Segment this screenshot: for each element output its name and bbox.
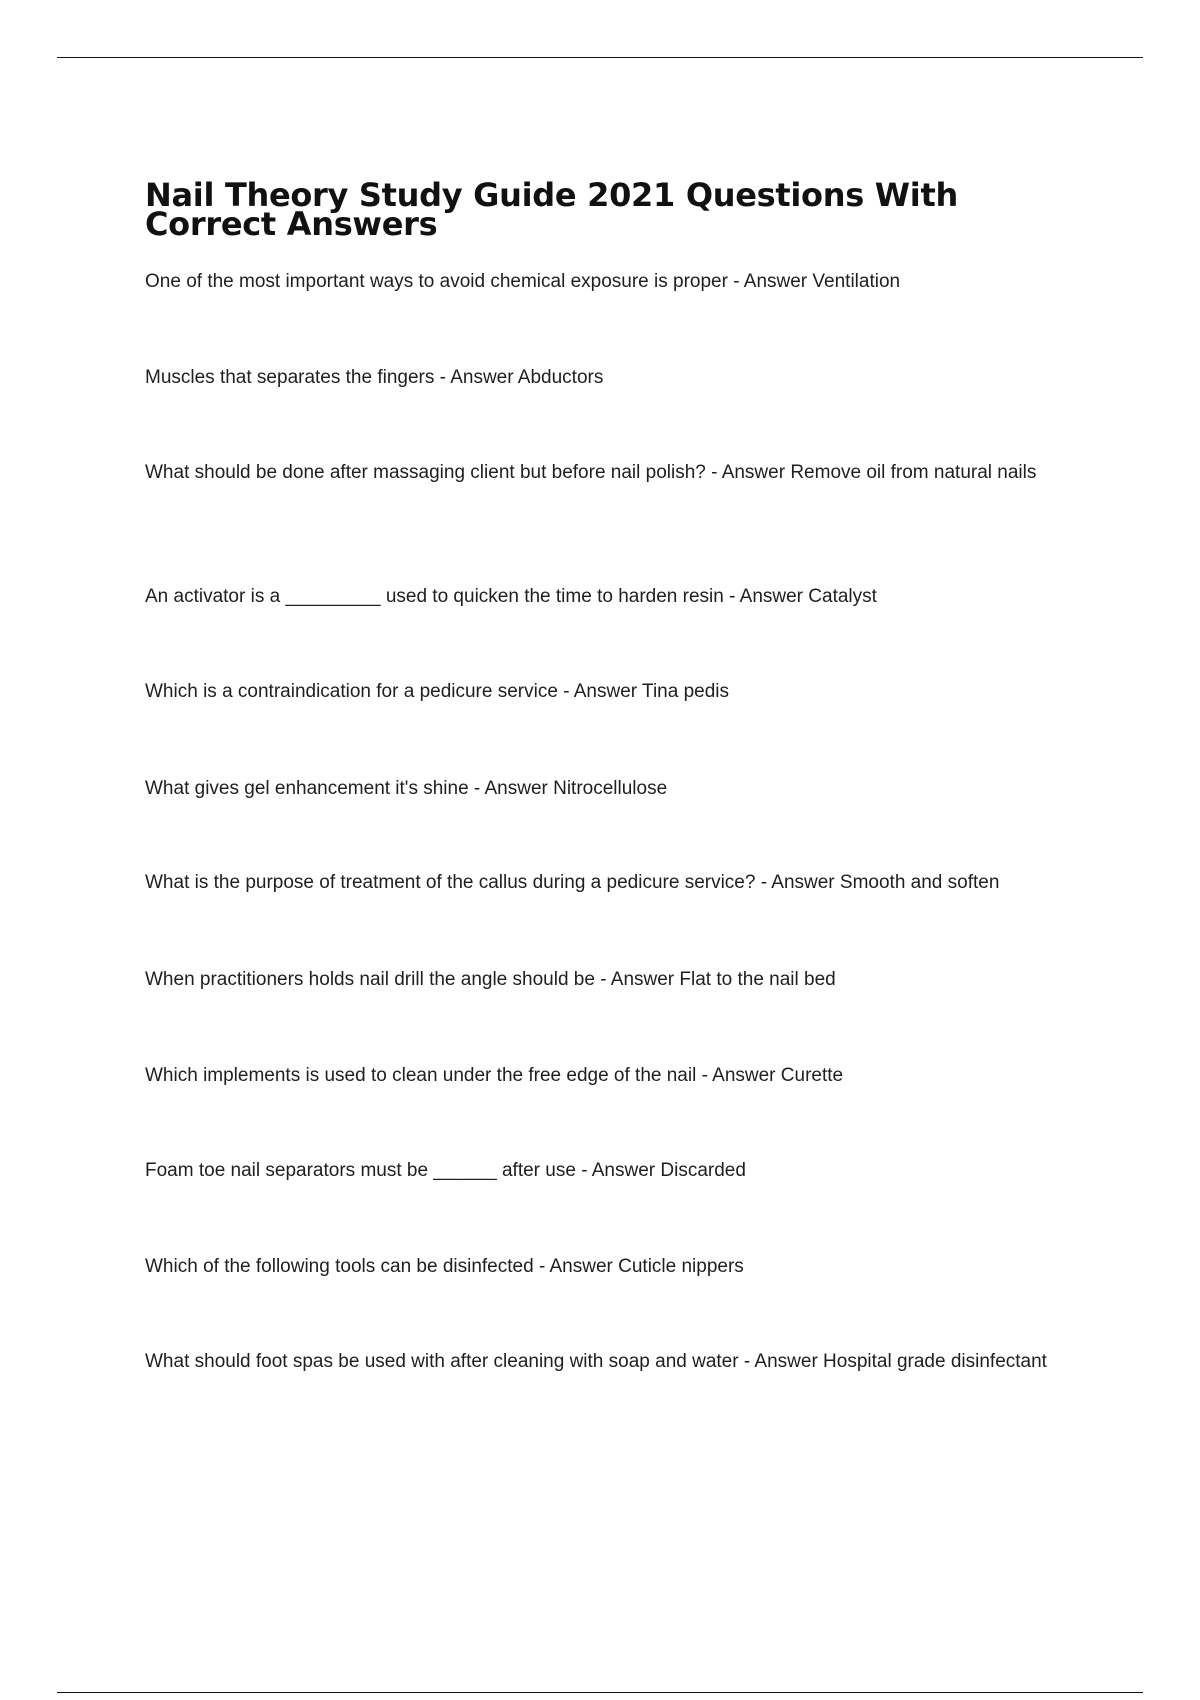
header-rule <box>57 57 1143 58</box>
qa-item: An activator is a _________ used to quicken the time to harden resin - Answer Catalyst <box>145 586 877 607</box>
qa-item: What is the purpose of treatment of the callus during a pedicure service? - Answer Smooth and soften <box>145 872 1000 893</box>
qa-item: Which is a contraindication for a pedicure service - Answer Tina pedis <box>145 681 729 702</box>
qa-item: What should foot spas be used with after cleaning with soap and water - Answer Hospital grade disinfectant <box>145 1351 1047 1372</box>
qa-item: What should be done after massaging client but before nail polish? - Answer Remove oil from natural nails <box>145 462 1037 483</box>
qa-item: Which of the following tools can be disinfected - Answer Cuticle nippers <box>145 1256 744 1277</box>
document-body <box>145 176 1075 1372</box>
qa-item: Foam toe nail separators must be ______ after use - Answer Discarded <box>145 1160 746 1181</box>
qa-item: When practitioners holds nail drill the angle should be - Answer Flat to the nail bed <box>145 969 836 990</box>
document-title: Nail Theory Study Guide 2021 Questions With Correct Answers <box>145 176 958 243</box>
qa-item: What gives gel enhancement it's shine - Answer Nitrocellulose <box>145 778 668 799</box>
qa-item: Muscles that separates the fingers - Answer Abductors <box>145 367 604 388</box>
qa-item: One of the most important ways to avoid chemical exposure is proper - Answer Ventilation <box>145 271 901 292</box>
qa-item: Which implements is used to clean under the free edge of the nail - Answer Curette <box>145 1065 844 1086</box>
footer-rule <box>57 1692 1143 1693</box>
